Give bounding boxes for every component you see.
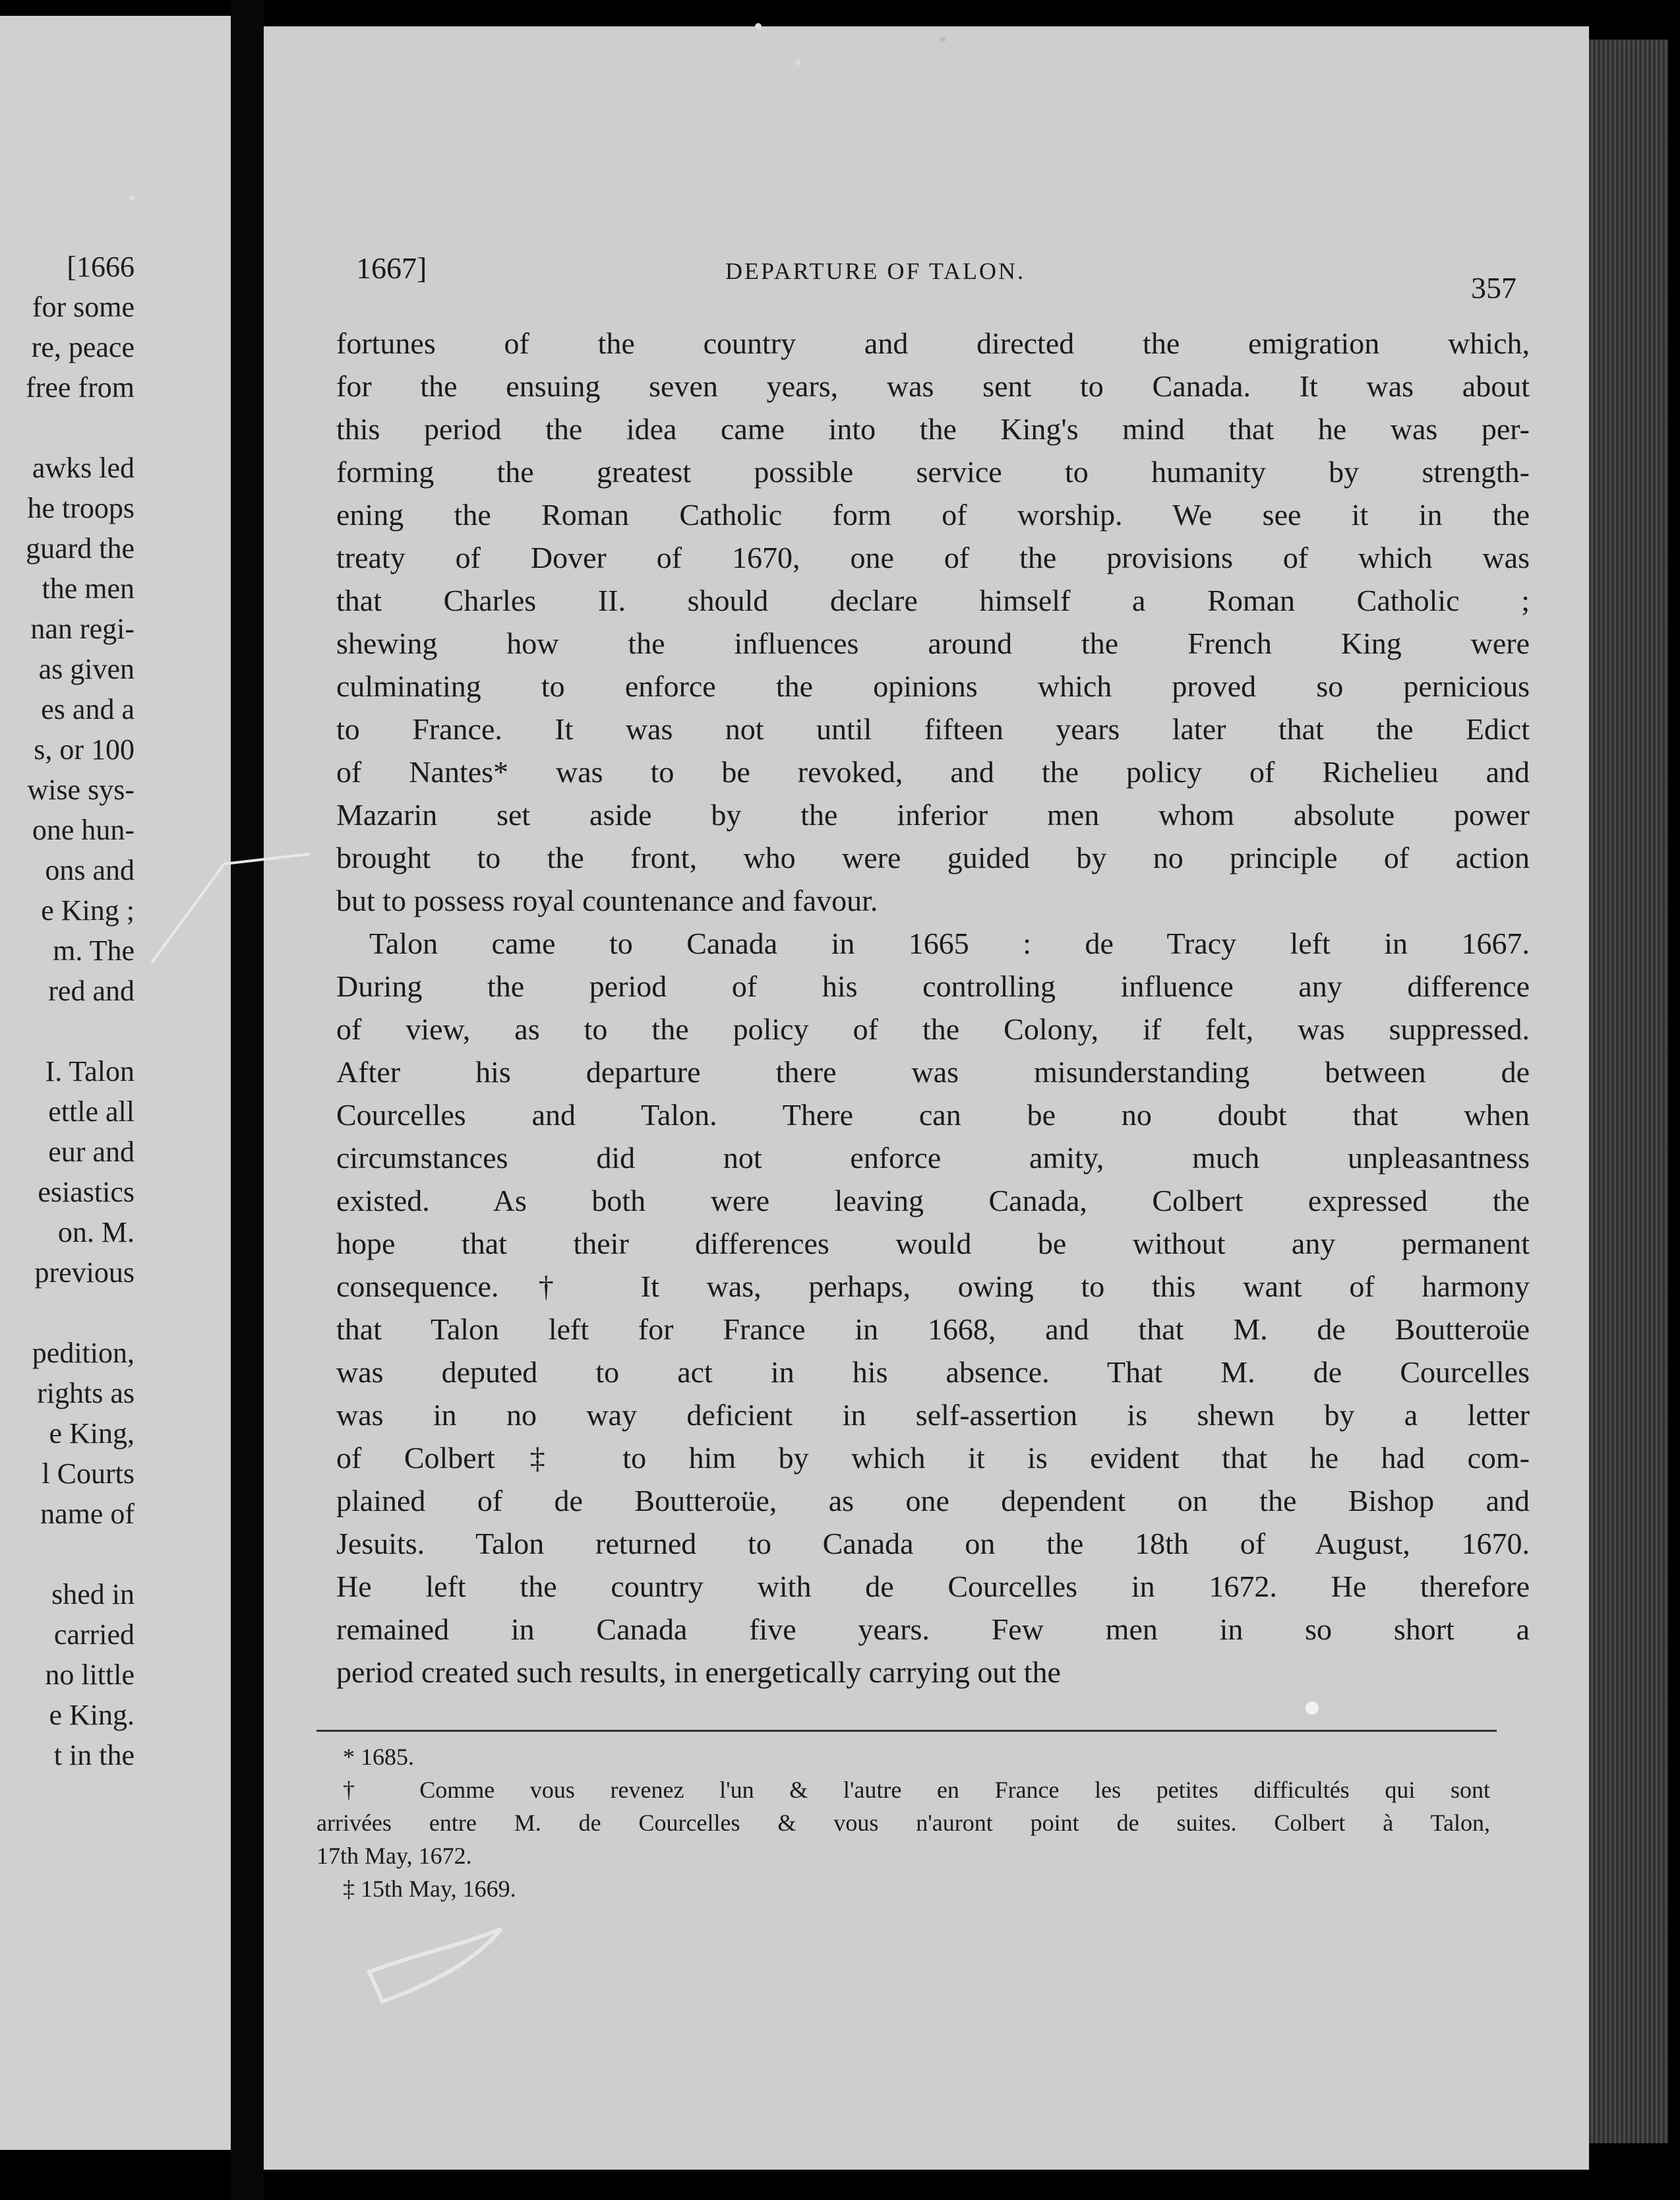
- text-line: ening the Roman Catholic form of worship. We see it in the: [336, 498, 1530, 532]
- left-page-line: t in the: [53, 1739, 135, 1771]
- text-line: After his departure there was misunderstanding between de: [336, 1055, 1530, 1089]
- left-page-line: es and a: [41, 693, 135, 725]
- text-line: of Colbert‡ to him by which it is evident that he had com-: [336, 1441, 1530, 1475]
- left-page-line: m. The: [53, 934, 135, 967]
- text-line: for the ensuing seven years, was sent to Canada. It was about: [336, 369, 1530, 403]
- left-page-line: e King.: [49, 1699, 135, 1731]
- text-line: to France. It was not until fifteen years later that the Edict: [336, 712, 1530, 746]
- left-page-line: for some: [32, 291, 135, 323]
- left-page-line: rights as: [37, 1377, 135, 1409]
- left-page-line: ons and: [45, 854, 135, 886]
- left-page-line: red and: [48, 975, 135, 1007]
- text-line: treaty of Dover of 1670, one of the provisions of which was: [336, 541, 1530, 574]
- text-line: plained of de Boutteroüe, as one dependent on the Bishop and: [336, 1484, 1530, 1517]
- footnote-line: † Comme vous revenez l'un & l'autre en France les petites difficultés qui sont: [343, 1777, 1490, 1803]
- text-line: of Nantes* was to be revoked, and the policy of Richelieu and: [336, 755, 1530, 789]
- text-line: was deputed to act in his absence. That M. de Courcelles: [336, 1355, 1530, 1389]
- text-line: period created such results, in energetically carrying out the: [336, 1655, 1061, 1689]
- left-page-line: pedition,: [32, 1337, 135, 1369]
- text-line: remained in Canada five years. Few men in so short a: [336, 1612, 1530, 1646]
- left-page-line: free from: [26, 371, 135, 404]
- text-line: forming the greatest possible service to humanity by strength-: [336, 455, 1530, 489]
- text-line: Mazarin set aside by the inferior men whom absolute power: [336, 798, 1530, 832]
- text-line: this period the idea came into the King's mind that he was per-: [336, 412, 1530, 446]
- left-page-line: shed in: [51, 1578, 135, 1610]
- text-line: circumstances did not enforce amity, much unpleasantness: [336, 1141, 1530, 1175]
- left-page-line: one hun-: [32, 814, 135, 846]
- left-page-line: awks led: [32, 452, 135, 484]
- running-head-year: 1667]: [356, 251, 427, 285]
- left-page-line: ettle all: [48, 1095, 135, 1128]
- left-page-line: e King,: [49, 1417, 135, 1450]
- running-head-title: DEPARTURE OF TALON.: [725, 258, 1026, 284]
- text-line: but to possess royal countenance and favour.: [336, 884, 878, 917]
- text-line: shewing how the influences around the French King were: [336, 626, 1530, 660]
- footnote-line: 17th May, 1672.: [316, 1843, 472, 1869]
- left-page-line: no little: [45, 1659, 135, 1691]
- left-page-line: the men: [42, 572, 135, 605]
- footnote-line: arrivées entre M. de Courcelles & vous n'auront point de suites. Colbert à Talon,: [316, 1810, 1490, 1836]
- footnote-line: ‡ 15th May, 1669.: [343, 1876, 516, 1902]
- left-page-line: guard the: [26, 532, 135, 565]
- left-page-line: l Courts: [42, 1457, 135, 1490]
- page-number: 357: [1471, 271, 1516, 305]
- left-page-line: he troops: [27, 492, 135, 524]
- left-page-line: I. Talon: [45, 1055, 135, 1087]
- left-page-line: re, peace: [31, 331, 135, 363]
- left-page-line: esiastics: [38, 1176, 135, 1208]
- left-page-line: eur and: [48, 1136, 135, 1168]
- left-page-line: s, or 100: [34, 733, 135, 766]
- left-page-line: on. M.: [57, 1216, 135, 1248]
- text-line: hope that their differences would be without any permanent: [336, 1227, 1530, 1260]
- text-line: of view, as to the policy of the Colony, if felt, was suppressed.: [336, 1012, 1530, 1046]
- text-line: brought to the front, who were guided by no principle of action: [336, 841, 1530, 874]
- left-page-line: nan regi-: [30, 613, 135, 645]
- text-line: consequence.† It was, perhaps, owing to this want of harmony: [336, 1269, 1530, 1303]
- text-line: that Talon left for France in 1668, and that M. de Boutteroüe: [336, 1312, 1530, 1346]
- footnote-line: * 1685.: [343, 1744, 414, 1770]
- left-page-line: name of: [40, 1498, 135, 1530]
- text-line: culminating to enforce the opinions which proved so pernicious: [336, 669, 1530, 703]
- left-page-line: previous: [34, 1256, 135, 1289]
- text-line: fortunes of the country and directed the emigration which,: [336, 326, 1530, 360]
- left-page-line: [1666: [67, 251, 135, 283]
- left-page-line: e King ;: [41, 894, 135, 927]
- text-line: He left the country with de Courcelles in 1672. He therefore: [336, 1570, 1530, 1603]
- left-page-line: as given: [38, 653, 135, 685]
- text-line: Courcelles and Talon. There can be no doubt that when: [336, 1098, 1530, 1132]
- text-line: existed. As both were leaving Canada, Colbert expressed the: [336, 1184, 1530, 1217]
- left-page-line: carried: [53, 1618, 135, 1651]
- text-line: was in no way deficient in self-assertion is shewn by a letter: [336, 1398, 1530, 1432]
- text-line: that Charles II. should declare himself a Roman Catholic ;: [336, 584, 1530, 617]
- text-line: Talon came to Canada in 1665 : de Tracy left in 1667.: [369, 927, 1530, 960]
- text-line: During the period of his controlling influence any difference: [336, 969, 1530, 1003]
- text-line: Jesuits. Talon returned to Canada on the 18th of August, 1670.: [336, 1527, 1530, 1560]
- left-page-line: wise sys-: [27, 774, 135, 806]
